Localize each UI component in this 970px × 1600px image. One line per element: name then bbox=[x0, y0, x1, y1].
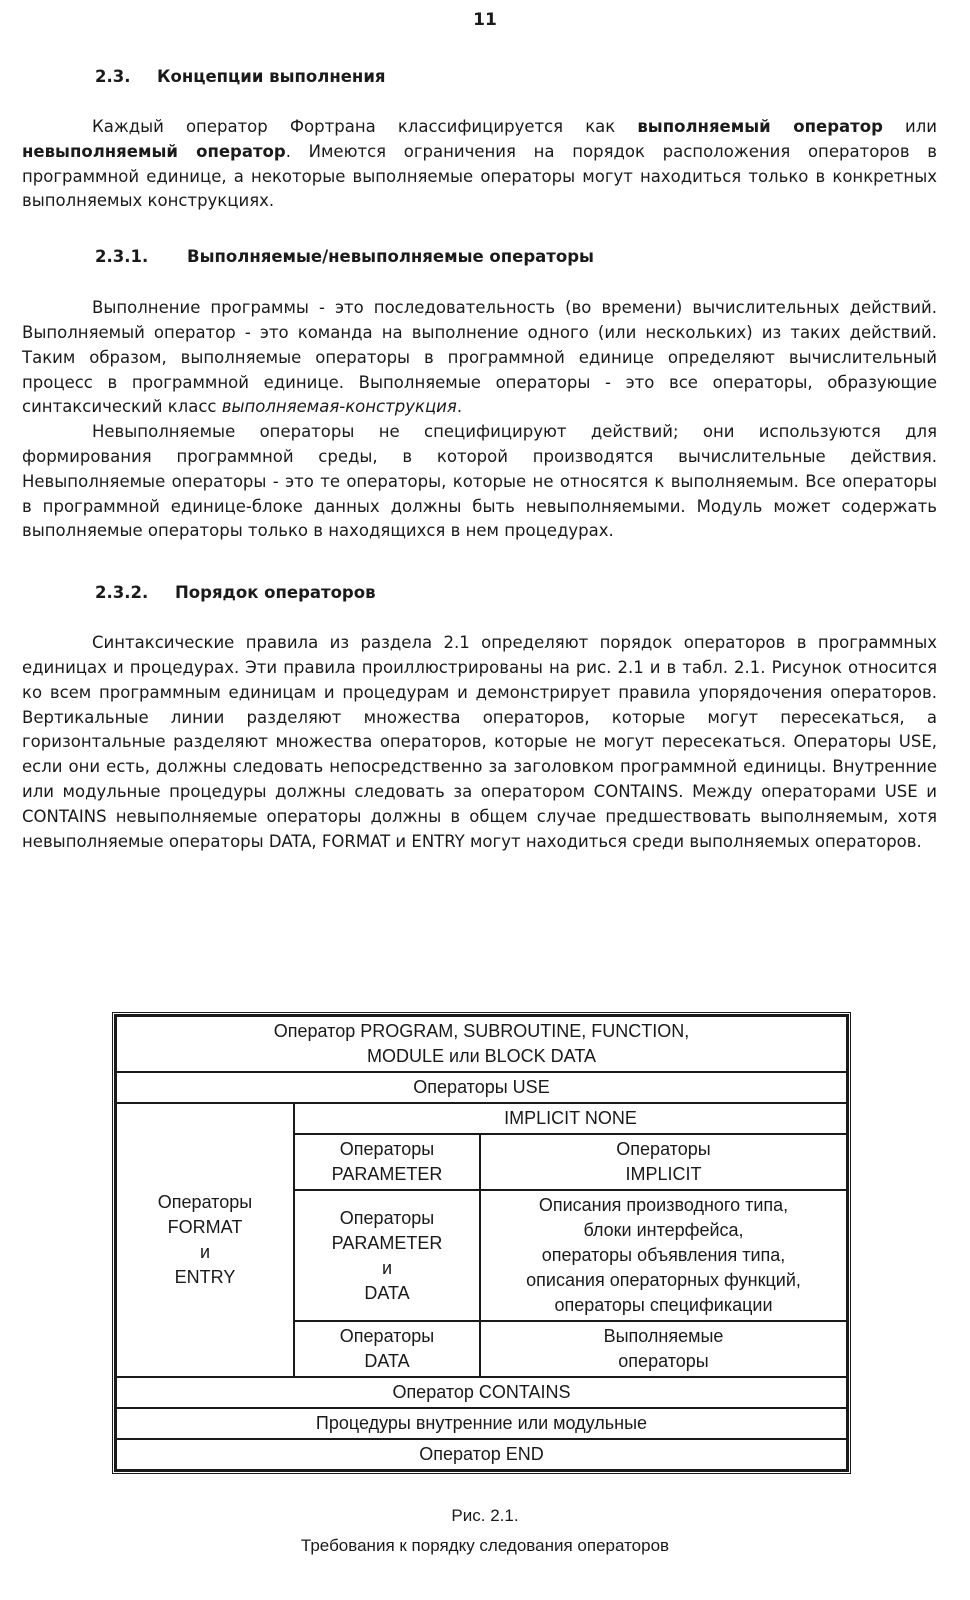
section-heading-2-3-2 bbox=[22, 582, 937, 604]
document-body bbox=[22, 66, 937, 854]
table-row bbox=[116, 1439, 847, 1470]
cell-line: MODULE или BLOCK DATA bbox=[367, 1046, 596, 1066]
cell-line: и bbox=[381, 1257, 393, 1278]
text-run: Каждый оператор Фортрана классифицируется как bbox=[92, 117, 638, 136]
cell-line: Описания производного типа, bbox=[538, 1195, 789, 1215]
text-run: . bbox=[456, 397, 463, 417]
cell-line: PARAMETER bbox=[331, 1164, 443, 1184]
cell-line: Операторы bbox=[339, 1326, 435, 1346]
text-run: или bbox=[882, 117, 937, 136]
paragraph: Синтаксические правила из раздела 2.1 определяют порядок операторов в программных единицах и процедурах. Эти правила проиллюстрированы на рис. 2.1 и в табл. 2.1. Рисунок относится ко всем программным единицам и процедурам и демонстрирует правила упорядочения операторов. Вертикальные линии разделяют множества операторов, которые могут пересекаться, а горизонтальные разделяют множества операторов, которые не могут пересекаться. Операторы USE, если они есть, должны следовать непосредственно за заголовком программной единицы. Внутренние или модульные процедуры должны следовать за оператором CONTAINS. Между операторами USE и CONTAINS невыполняемые операторы должны в общем случае предшествовать выполняемым, хотя невыполняемые операторы DATA, FORMAT и ENTRY могут находиться среди выполняемых операторов. bbox=[22, 633, 937, 851]
section-title: Порядок операторов bbox=[175, 583, 376, 603]
bold-term: невыполняемый оператор bbox=[22, 141, 286, 161]
cell-line: описания операторных функций, bbox=[526, 1270, 801, 1290]
cell-line: ENTRY bbox=[174, 1267, 236, 1287]
cell-line: операторы объявления типа, bbox=[541, 1245, 786, 1265]
paragraph bbox=[22, 296, 937, 420]
figure-caption: Требования к порядку следования операторов bbox=[300, 1536, 670, 1555]
section-number: 2.3.2. bbox=[95, 583, 149, 603]
italic-term: выполняемая-конструкция bbox=[221, 397, 457, 417]
paragraph: Невыполняемые операторы не специфицируют действий; они используются для формирования программной среды, в которой производятся вычислительные действия. Невыполняемые операторы - это те операторы, которые не относятся к выполняемым. Все операторы в программной единице-блоке данных должны быть невыполняемыми. Модуль может содержать выполняемые операторы только в находящихся в нем процедурах. bbox=[22, 422, 937, 541]
implicit-none-cell: IMPLICIT NONE bbox=[294, 1103, 847, 1134]
cell-line: FORMAT bbox=[167, 1217, 243, 1237]
section-number: 2.3.1. bbox=[95, 247, 149, 267]
use-cell: Операторы USE bbox=[116, 1072, 847, 1103]
table-row bbox=[116, 1408, 847, 1439]
cell-line: Операторы bbox=[339, 1139, 435, 1159]
table-row bbox=[116, 1072, 847, 1103]
parameter-data-cell bbox=[294, 1190, 480, 1321]
table-row bbox=[116, 1377, 847, 1408]
cell-line: PARAMETER bbox=[331, 1232, 443, 1253]
table-row bbox=[116, 1103, 847, 1134]
cell-line: Выполняемые bbox=[603, 1326, 724, 1346]
section-title: Выполняемые/невыполняемые операторы bbox=[187, 247, 594, 267]
cell-line: операторы bbox=[618, 1351, 709, 1371]
format-entry-cell bbox=[116, 1103, 294, 1377]
text-run: . Имеются ограничения на порядок расположения операторов в программной единице, а некоторые выполняемые операторы могут находиться только в конкретных выполняемых конструкциях. bbox=[22, 141, 937, 211]
page-number: 11 bbox=[473, 10, 497, 30]
executable-cell bbox=[480, 1321, 847, 1377]
data-cell bbox=[294, 1321, 480, 1377]
cell-line: DATA bbox=[364, 1282, 410, 1303]
cell-line: Операторы bbox=[616, 1139, 711, 1159]
section-heading-2-3-1 bbox=[22, 246, 937, 268]
procedures-cell: Процедуры внутренние или модульные bbox=[116, 1408, 847, 1439]
section-number: 2.3. bbox=[95, 67, 131, 86]
statement-order-table bbox=[115, 1015, 848, 1471]
cell-line: Операторы bbox=[157, 1192, 253, 1212]
section-heading-2-3 bbox=[22, 66, 937, 88]
program-header-cell bbox=[116, 1016, 847, 1072]
contains-cell: Оператор CONTAINS bbox=[116, 1377, 847, 1408]
cell-line: блоки интерфейса, bbox=[583, 1220, 744, 1240]
cell-line: DATA bbox=[364, 1351, 410, 1371]
bold-term: выполняемый оператор bbox=[637, 117, 883, 136]
figure-number: Рис. 2.1. bbox=[451, 1506, 519, 1525]
parameter-cell bbox=[294, 1134, 480, 1190]
end-cell: Оператор END bbox=[116, 1439, 847, 1470]
cell-line: Оператор PROGRAM, SUBROUTINE, FUNCTION, bbox=[273, 1021, 690, 1041]
cell-line: операторы спецификации bbox=[554, 1295, 773, 1315]
implicit-cell bbox=[480, 1134, 847, 1190]
section-title: Концепции выполнения bbox=[157, 67, 386, 86]
cell-line: и bbox=[199, 1242, 211, 1262]
cell-line: Операторы bbox=[339, 1207, 435, 1228]
table-row bbox=[116, 1016, 847, 1072]
cell-line: IMPLICIT bbox=[625, 1164, 702, 1184]
statement-order-figure bbox=[112, 1012, 851, 1474]
paragraph bbox=[22, 115, 937, 214]
declarations-cell bbox=[480, 1190, 847, 1321]
text-run: Выполнение программы - это последовательность (во времени) вычислительных действий. Выполняемый оператор - это команда на выполнение одного (или нескольких) из таких действий. Таким образом, выполняемые операторы в программной единице определяют вычислительный процесс в программной единице. Выполняемые операторы - это все операторы, образующие синтаксический класс bbox=[22, 298, 937, 417]
